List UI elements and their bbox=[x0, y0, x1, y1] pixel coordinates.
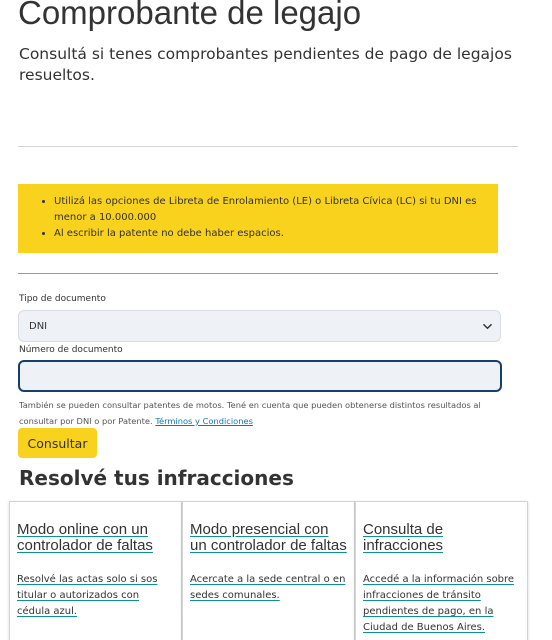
section-title: Resolvé tus infracciones bbox=[19, 466, 294, 490]
card-title[interactable]: Modo presencial con un controlador de faltas bbox=[190, 521, 347, 554]
doc-number-label: Número de documento bbox=[19, 345, 123, 355]
doc-type-select[interactable] bbox=[18, 310, 501, 342]
consult-button[interactable]: Consultar bbox=[18, 428, 97, 458]
chevron-down-icon bbox=[483, 322, 492, 331]
divider bbox=[18, 146, 518, 147]
doc-type-label: Tipo de documento bbox=[19, 294, 106, 304]
info-alert bbox=[18, 184, 498, 253]
card-online[interactable] bbox=[9, 501, 182, 640]
card-text[interactable]: Acercate a la sede central o en sedes comunales. bbox=[190, 574, 346, 601]
divider bbox=[18, 273, 498, 274]
card-title[interactable]: Modo online con un controlador de faltas bbox=[17, 521, 153, 554]
card-presencial[interactable] bbox=[182, 501, 355, 640]
page-title: Comprobante de legajo bbox=[18, 0, 362, 31]
alert-item-plate: • Al escribir la patente no debe haber espacios. bbox=[54, 226, 484, 242]
card-title[interactable]: Consulta de infracciones bbox=[363, 521, 444, 554]
page-subtitle: Consultá si tenes comprobantes pendientes de pago de legajos resueltos. bbox=[19, 45, 512, 84]
card-text[interactable]: Accedé a la información sobre infracciones de tránsito pendientes de pago, en la Ciudad de Buenos Aires. bbox=[363, 574, 515, 633]
alert-item-doc-type: • Utilizá las opciones de Libreta de Enrolamiento (LE) o Libreta Cívica (LC) si tu DNI es menor a 10.000.000 bbox=[54, 194, 484, 226]
alert-list bbox=[40, 194, 484, 242]
terms-link[interactable]: Términos y Condiciones bbox=[155, 416, 253, 426]
help-text bbox=[19, 397, 499, 429]
card-text[interactable]: Resolvé las actas solo si sos titular o autorizados con cédula azul. bbox=[17, 574, 158, 617]
doc-type-value: DNI bbox=[29, 321, 48, 332]
doc-number-input[interactable] bbox=[18, 360, 502, 392]
card-consulta[interactable] bbox=[355, 501, 528, 640]
help-text-body: También se pueden consultar patentes de motos. Tené en cuenta que pueden obtenerse distintos resultados al consultar por DNI o por Patente. bbox=[19, 400, 481, 426]
